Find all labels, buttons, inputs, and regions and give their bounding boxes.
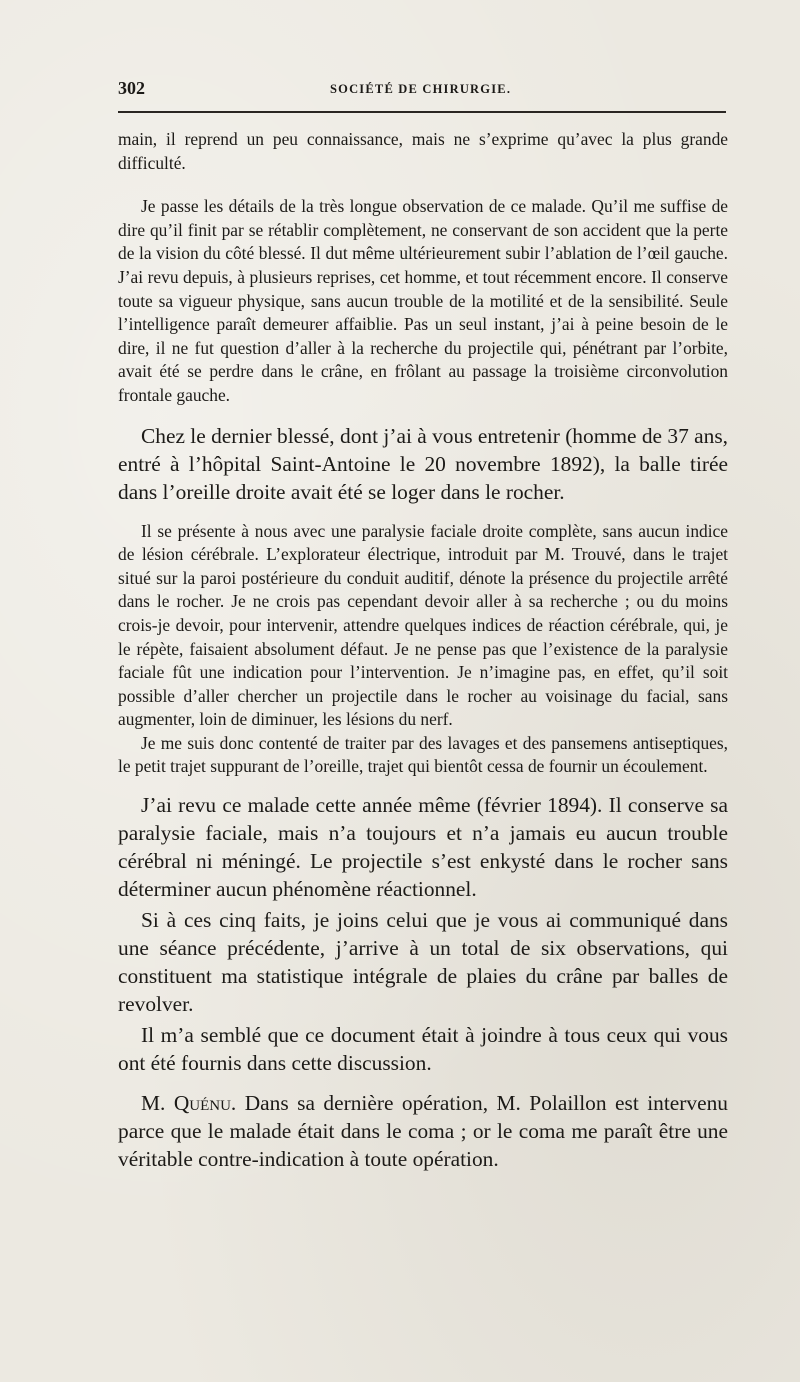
page-number: 302 [118,78,145,98]
paragraph-treatment: Je me suis donc contenté de traiter par des lavages et des pansemens antiseptiques, le petit trajet suppurant de l’oreille, trajet qui bientôt cessa de fournir un écoulement. [118,732,728,777]
paragraph-continuation: main, il reprend un peu connaissance, mais ne s’exprime qu’avec la plus grande difficulté. [118,129,728,173]
paragraph-quenu [118,1089,728,1173]
header-rule [118,111,726,113]
paragraph-statistics: Si à ces cinq faits, je joins celui que je vous ai communiqué dans une séance précédente, j’arrive à un total de six observations, qui constituent ma statistique intégrale de plaies du crâne par balles de revolver. [118,908,728,1017]
page-header [118,78,728,102]
paragraph-document: Il m’a semblé que ce document était à joindre à tous ceux qui vous ont été fournis dans cette discussion. [118,1023,728,1076]
quenu-remark: Dans sa dernière opération, M. Polaillon est intervenu parce que le malade était dans le coma ; or le coma me paraît être une véritable contre-indication à toute opération. [118,1091,728,1172]
paragraph-follow-up: J’ai revu ce malade cette année même (février 1894). Il conserve sa paralysie faciale, mais n’a toujours et n’a jamais eu aucun trouble cérébral ni méningé. Le projectile s’est enkysté dans le rocher sans déterminer aucun phénomène réactionnel. [118,793,728,902]
paragraph-paralysis: Il se présente à nous avec une paralysie faciale droite complète, sans aucun indice de lésion cérébrale. L’explorateur électrique, introduit par M. Trouvé, dans le trajet situé sur la paroi postérieure du conduit auditif, dénote la présence du projectile arrêté dans le rocher. Je ne crois pas cependant devoir aller à sa recherche ; ou du moins crois-je devoir, pour intervenir, attendre quelques indices de réaction cérébrale, qui, je le répète, faisaient absolument défaut. Je ne pense pas que l’existence de la paralysie faciale fût une indication pour l’intervention. Je n’imagine pas, en effet, qu’il soit possible d’aller chercher un projectile dans le rocher au voisinage du facial, sans augmenter, loin de diminuer, les lésions du nerf. [118,520,728,730]
page-body [118,128,728,1173]
paragraph-observation: Je passe les détails de la très longue observation de ce malade. Qu’il me suffise de dire qu’il finit par se rétablir complètement, ne conservant de son accident que la perte de la vision du côté blessé. Il dut même ultérieurement subir l’ablation de l’œil gauche. J’ai revu depuis, à plusieurs reprises, cet homme, et tout récemment encore. Il conserve toute sa vigueur physique, sans aucun trouble de la motilité et de la sensibilité. Seule l’intelligence paraît demeurer affaiblie. Pas un seul instant, j’ai à peine besoin de le dire, il ne fut question d’aller à la recherche du projectile qui, pénétrant par l’orbite, avait été se perdre dans le crâne, en frôlant au passage la troisième circonvolution frontale gauche. [118,196,728,405]
paragraph-last-patient: Chez le dernier blessé, dont j’ai à vous entretenir (homme de 37 ans, entré à l’hôpital Saint-Antoine le 20 novembre 1892), la balle tirée dans l’oreille droite avait été se loger dans le rocher. [118,423,728,504]
running-head: SOCIÉTÉ DE CHIRURGIE. [330,82,512,96]
speaker-name: M. Quénu. [141,1091,237,1116]
